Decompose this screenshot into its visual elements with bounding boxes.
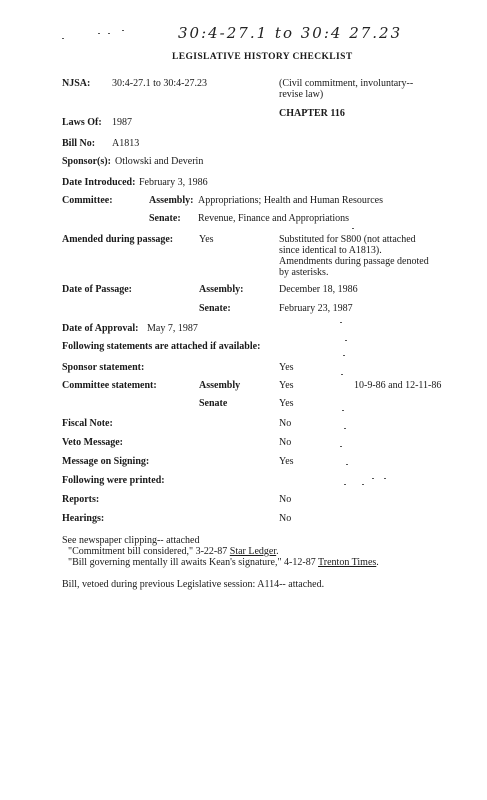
page-title: LEGISLATIVE HISTORY CHECKLIST xyxy=(172,52,353,62)
sponsor-statement-label: Sponsor statement: xyxy=(62,362,145,373)
date-of-approval-label: Date of Approval: xyxy=(62,323,139,334)
committee-assembly-label: Assembly: xyxy=(149,195,194,206)
reports-label: Reports: xyxy=(62,494,100,505)
bill-no-value: A1813 xyxy=(112,138,140,149)
committee-statement-senate-label: Senate xyxy=(199,398,228,409)
fiscal-note-label: Fiscal Note: xyxy=(62,418,113,429)
vetoed-note: Bill, vetoed during previous Legislative session: A114-- attached. xyxy=(62,579,325,590)
committee-senate-label: Senate: xyxy=(149,213,181,224)
clipping-item-1-text: "Commitment bill considered," 3-22-87 xyxy=(68,546,230,557)
amended-value: Yes xyxy=(199,234,214,245)
njsa-value: 30:4-27.1 to 30:4-27.23 xyxy=(112,78,207,89)
bill-no-label: Bill No: xyxy=(62,138,96,149)
chapter-number: CHAPTER 116 xyxy=(279,108,345,119)
clipping-intro: See newspaper clipping-- attached xyxy=(62,535,200,546)
committee-label: Committee: xyxy=(62,195,113,206)
fiscal-note-value: No xyxy=(279,418,292,429)
amended-note-line2: since identical to A1813). xyxy=(279,245,382,256)
passage-assembly-label: Assembly: xyxy=(199,284,244,295)
laws-of-value: 1987 xyxy=(112,117,132,128)
hearings-label: Hearings: xyxy=(62,513,105,524)
sponsor-statement-value: Yes xyxy=(279,362,294,373)
message-on-signing-label: Message on Signing: xyxy=(62,456,150,467)
committee-statement-assembly-value: Yes xyxy=(279,380,294,391)
reports-value: No xyxy=(279,494,292,505)
committee-statement-senate-value: Yes xyxy=(279,398,294,409)
following-attached-heading: Following statements are attached if available: xyxy=(62,341,261,352)
committee-assembly-value: Appropriations; Health and Human Resources xyxy=(198,195,383,206)
clipping-item-2-source: Trenton Times xyxy=(318,557,377,568)
amended-note-line3: Amendments during passage denoted xyxy=(279,256,429,267)
njsa-note-line2: revise law) xyxy=(279,89,324,100)
amended-note-line1: Substituted for S800 (not attached xyxy=(279,234,416,245)
date-of-passage-label: Date of Passage: xyxy=(62,284,132,295)
clipping-item-1-source: Star Ledger xyxy=(229,546,277,557)
date-of-approval-value: May 7, 1987 xyxy=(147,323,198,334)
njsa-note-line1: (Civil commitment, involuntary-- xyxy=(279,78,414,89)
following-printed-heading: Following were printed: xyxy=(62,475,165,486)
sponsors-value: Otlowski and Deverin xyxy=(115,156,204,167)
handwritten-header: 30:4-27.1 to 30:4 27.23 xyxy=(178,24,403,42)
passage-assembly-value: December 18, 1986 xyxy=(279,284,358,295)
committee-statement-label: Committee statement: xyxy=(62,380,157,391)
laws-of-label: Laws Of: xyxy=(62,117,102,128)
amended-label: Amended during passage: xyxy=(62,234,174,245)
date-introduced-value: February 3, 1986 xyxy=(139,177,208,188)
committee-statement-assembly-label: Assembly xyxy=(199,380,241,391)
message-on-signing-value: Yes xyxy=(279,456,294,467)
committee-senate-value: Revenue, Finance and Appropriations xyxy=(198,213,350,224)
passage-senate-value: February 23, 1987 xyxy=(279,303,353,314)
clipping-item-2 xyxy=(68,557,379,569)
clipping-item-2-end: . xyxy=(376,557,379,568)
veto-message-label: Veto Message: xyxy=(62,437,124,448)
hearings-value: No xyxy=(279,513,292,524)
njsa-label: NJSA: xyxy=(62,78,91,89)
date-introduced-label: Date Introduced: xyxy=(62,177,136,188)
clipping-item-2-text: "Bill governing mentally ill awaits Kean's signature," 4-12-87 xyxy=(68,557,319,568)
clipping-item-1-end: . xyxy=(276,546,279,557)
veto-message-value: No xyxy=(279,437,292,448)
committee-statement-assembly-dates: 10-9-86 and 12-11-86 xyxy=(354,380,442,391)
amended-note-line4: by asterisks. xyxy=(279,267,329,278)
passage-senate-label: Senate: xyxy=(199,303,231,314)
sponsors-label: Sponsor(s): xyxy=(62,156,111,167)
